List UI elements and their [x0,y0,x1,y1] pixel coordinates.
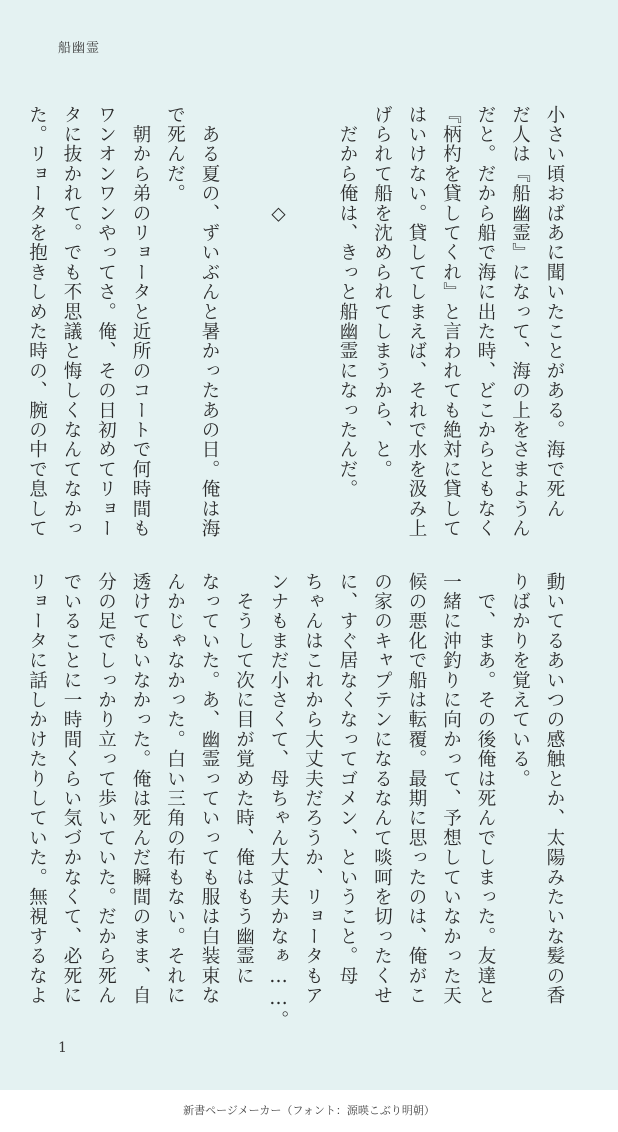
text-line: で死んだ。 [164,105,186,204]
text-line: ワンオンワンやってさ。俺、その日初めてリョー [95,105,117,539]
text-line: 分の足でしっかり立って歩いていた。だから死ん [95,572,117,1006]
text-line: た。リョータを抱きしめた時の、腕の中で息して [26,105,48,539]
text-line: リョータに話しかけたりしていた。無視するなよ [26,572,48,1006]
text-line [226,105,261,525]
text-line: の家のキャプテンになるなんて啖呵を切ったくせ [371,572,393,1006]
text-line: 一緒に沖釣りに向かって、予想していなかった天 [440,572,462,1006]
text-line: 透けてもいなかった。俺は死んだ瞬間のまま、自 [130,572,151,1006]
text-line: 『柄杓を貸してくれ』と言われても絶対に貸して [440,105,462,539]
text-line: 小さい頃おばあに聞いたことがある。海で死ん [544,105,565,519]
text-line: ちゃんはこれから大丈夫だろうか、リョータもア [302,572,324,1006]
text-line: タに抜かれて。でも不思議と悔しくなんてなかっ [61,105,82,539]
text-block-bottom [19,572,571,1031]
text-line: そうして次に目が覚めた時、俺はもう幽霊に [233,572,255,986]
running-head-title: 船幽霊 [58,41,101,56]
text-line: で、まあ。その後俺は死んでしまった。友達と [475,572,496,1006]
text-line: だから俺は、きっと船幽霊になったんだ。 [337,105,358,499]
text-line: ンナもまだ小さくて、母ちゃん大丈夫かなぁ……。 [268,572,289,1031]
text-line: 朝から弟のリョータと近所のコートで何時間も [130,105,151,539]
text-line: はいけない。貸してしまえば、それで水を汲み上 [406,105,427,539]
text-line: 動いてるあいつの感触とか、太陽みたいな髪の香 [544,572,565,1006]
text-line: げられて船を沈められてしまうから、と。 [371,105,393,480]
text-line: でいることに一時間くらい気づかなくて、必死に [61,572,82,1006]
text-line: りばかりを覚えている。 [509,572,531,789]
text-line: だ人は『船幽霊』になって、海の上をさまようん [509,105,531,539]
footer-credit: 新書ページメーカー（フォント：源暎こぶり明朝） [0,1090,618,1132]
text-line: なっていた。あ、幽霊っていっても服は白装束な [199,572,220,1006]
text-line: ある夏の、ずいぶんと暑かったあの日。俺は海 [199,105,220,539]
text-line: んかじゃなかった。白い三角の布もない。それに [164,572,186,1006]
text-line: ◇ [268,105,289,226]
text-block-top [19,105,571,539]
page-number: 1 [58,1040,67,1056]
text-line [295,105,330,525]
text-line: 候の悪化で船は転覆。最期に思ったのは、俺がこ [406,572,427,1006]
text-line: に、すぐ居なくなってゴメン、ということ。母 [337,572,358,986]
text-line: だと。だから船で海に出た時、どこからともなく [475,105,496,539]
